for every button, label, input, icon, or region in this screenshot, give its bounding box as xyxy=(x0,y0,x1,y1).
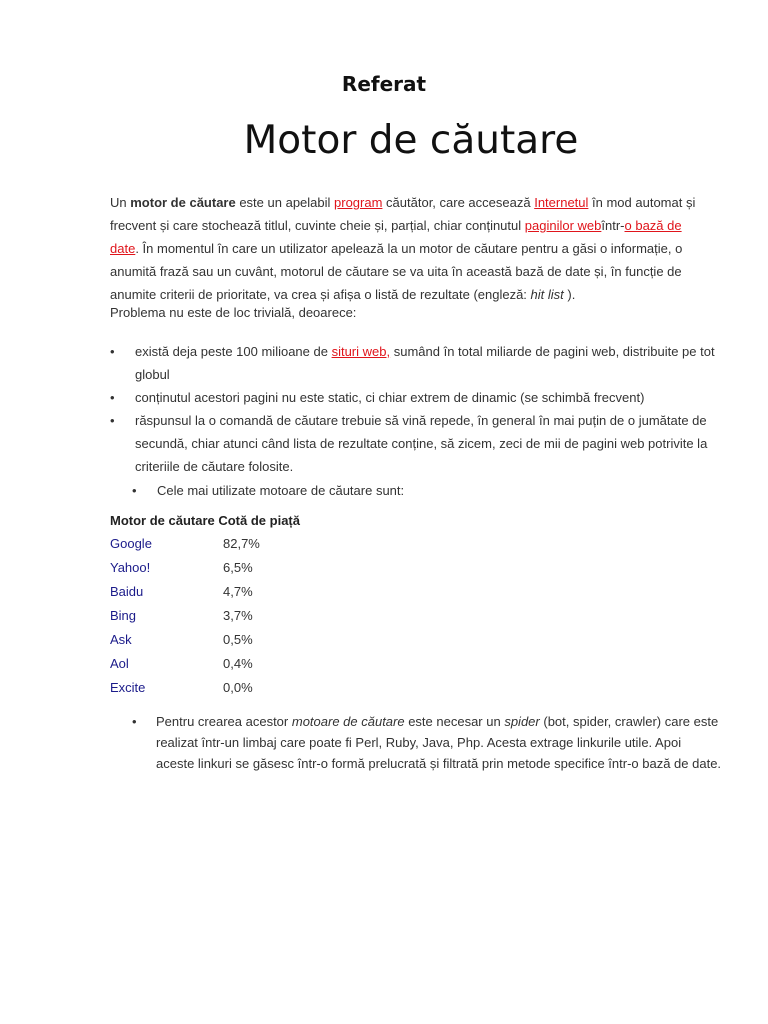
list-item xyxy=(110,386,720,409)
intro-text: căutător, care accesează xyxy=(382,195,535,210)
link-situri-web[interactable]: situri web, xyxy=(331,344,391,359)
bullet-icon: • xyxy=(110,413,115,428)
engine-share: 6,5% xyxy=(223,560,253,575)
document-subtitle: Referat xyxy=(341,72,427,96)
table-row xyxy=(110,654,253,674)
bullet-text: Cele mai utilizate motoare de căutare sunt: xyxy=(157,483,405,498)
bullet-icon: • xyxy=(110,390,115,405)
bullet-text: există deja peste 100 milioane de xyxy=(135,344,332,359)
intro-text: într- xyxy=(601,218,625,233)
table-row xyxy=(110,606,253,626)
italic-term: spider xyxy=(504,714,540,729)
intro-italic-term: hit list xyxy=(530,287,564,302)
link-baza-de-date[interactable]: o bază de date xyxy=(110,218,682,256)
engine-share: 82,7% xyxy=(223,536,260,551)
bullet-text: răspunsul la o comandă de căutare trebuie să vină repede, în general în mai puțin de o jumătate de secundă, chiar atunci când lista de rezultate conține, să zicem, zeci de mii de pagini web potrivite la criteriile de căutare folosite. xyxy=(135,413,708,474)
intro-text: Un xyxy=(110,195,131,210)
engines-intro-bullet xyxy=(132,481,404,501)
table-row xyxy=(110,534,260,554)
intro-text: . În momentul în care un utilizator apelează la un motor de căutare pentru a găsi o informație, o anumită frază sau un cuvânt, motorul de căutare se va uita în această bază de date și, în funcție de anumite criterii de prioritate, va crea și afișa o listă de rezultate (engleză: xyxy=(110,241,683,302)
list-item xyxy=(110,340,720,386)
engine-share: 3,7% xyxy=(223,608,253,623)
intro-text: este un apelabil xyxy=(235,195,335,210)
italic-term: motoare de căutare xyxy=(291,714,405,729)
engine-share: 4,7% xyxy=(223,584,253,599)
bullet-text: Pentru crearea acestor xyxy=(156,714,292,729)
spider-bullet xyxy=(132,711,722,774)
bullet-text-block xyxy=(156,711,722,774)
intro-text: în mod automat și frecvent și care stochează titlul, cuvinte cheie și, parțial, chiar conținutul xyxy=(110,195,696,233)
engine-name: Yahoo! xyxy=(110,560,151,575)
intro-text: ). xyxy=(563,287,576,302)
table-row xyxy=(110,678,253,698)
link-internetul[interactable]: Internetul xyxy=(534,195,589,210)
bullet-text: (bot, spider, crawler) care este realizat într-un limbaj care poate fi Perl, Ruby, Java, Php. Acesta extrage linkurile utile. Apoi aceste linkuri se găsesc într-o formă prelucrată și filtrată prin metode specifice într-o bază de date. xyxy=(156,714,722,771)
intro-paragraph xyxy=(110,191,710,306)
engine-name: Excite xyxy=(110,680,146,695)
engine-share: 0,0% xyxy=(223,680,253,695)
bullet-text: sumând în total miliarde de pagini web, distribuite pe tot globul xyxy=(135,344,715,382)
list-item xyxy=(110,409,720,478)
market-share-table-header: Motor de căutare Cotă de piață xyxy=(110,513,300,528)
engine-share: 0,4% xyxy=(223,656,253,671)
bullet-text: conținutul acestori pagini nu este static, ci chiar extrem de dinamic (se schimbă frecvent) xyxy=(135,390,645,405)
problem-bullet-list xyxy=(110,340,720,478)
bullet-icon: • xyxy=(110,344,115,359)
document-title: Motor de căutare xyxy=(243,118,579,163)
table-row xyxy=(110,582,253,602)
intro-bold-term: motor de căutare xyxy=(130,195,236,210)
bullet-text: este necesar un xyxy=(404,714,505,729)
engine-name: Baidu xyxy=(110,584,144,599)
engine-name: Google xyxy=(110,536,152,551)
link-program[interactable]: program xyxy=(334,195,383,210)
engine-name: Ask xyxy=(110,632,132,647)
table-row xyxy=(110,630,253,650)
engine-share: 0,5% xyxy=(223,632,253,647)
bullet-icon: • xyxy=(132,483,137,498)
table-row xyxy=(110,558,253,578)
engine-name: Bing xyxy=(110,608,137,623)
link-pagini-web[interactable]: paginilor web xyxy=(524,218,602,233)
problem-paragraph: Problema nu este de loc trivială, deoarece: xyxy=(110,305,357,320)
bullet-icon: • xyxy=(132,714,137,729)
engine-name: Aol xyxy=(110,656,129,671)
